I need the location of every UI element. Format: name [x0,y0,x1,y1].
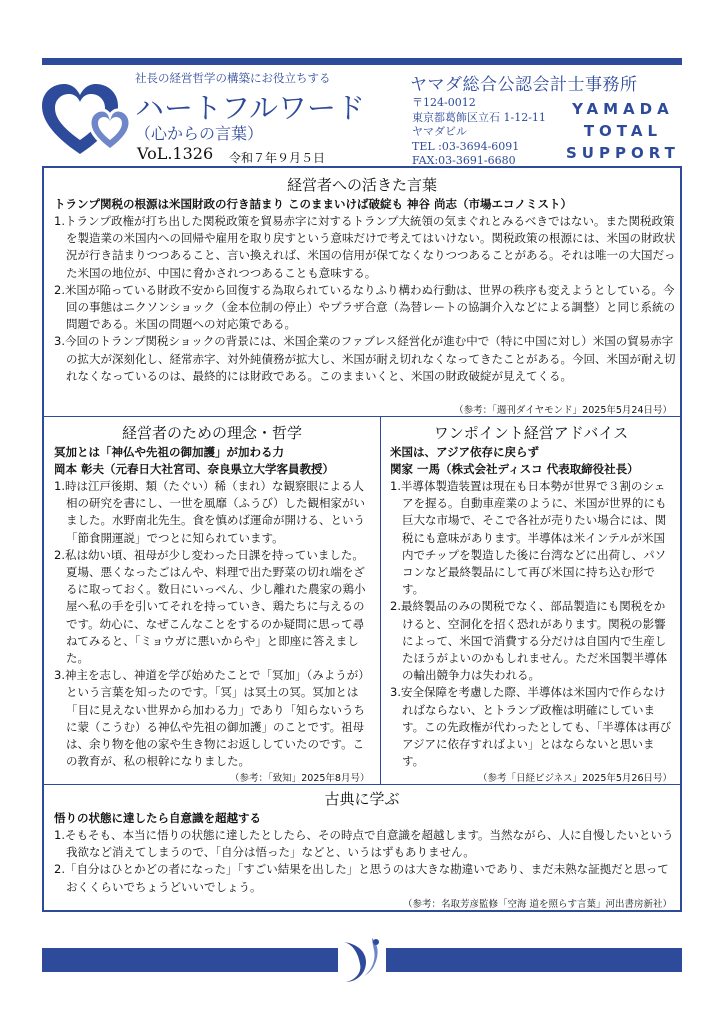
brand-line-3: SUPPORT [566,144,680,162]
section1-body [54,213,676,385]
address-street: 東京都葛飾区立石 1-12-11 [412,110,546,124]
section3-item: 1.半導体製造装置は現在も日本勢が世界で３割のシェアを握る。自動車産業のように、米国が世界的にも巨大な市場で、そこで各社が売りたい場合には、関税にも意味があります。半導体は米インテルが米国内でチップを製造した後に台湾などに出荷し、パソコンなど最終製品にして再び米国に持ち込む形です。 [390,479,667,597]
newsletter-title: ハートフルワード [135,91,365,125]
volume-number: VoL.1326 [137,144,214,163]
newsletter-subtitle: （心からの言葉） [135,124,264,143]
section3-body [390,478,674,770]
section3-item: 3.安全保障を考慮した際、半導体は米国内で作らなければならない、とトランプ政権は明確にしています。この先政権が代わったとしても、「半導体は再びアジアに依存すればよい」とはならないと思います。 [390,685,672,769]
section4-title: 古典に学ぶ [324,790,400,808]
heart-logo-icon [40,80,136,160]
section2-item: 2.私は幼い頃、祖母が少し変わった日課を持っていました。夏場、悪くなったごはんや、料理で出た野菜の切れ端をざるに取っておく。数日にいっぺん、少し離れた農家の鶏小屋へ私の手を引いてそれを持っていき、鶏たちに与えるのです。幼心に、なぜこんなことをするのか疑問に思って尋ねてみると、「ミョウガに悪いからや」と即座に答えました。 [54,547,366,666]
brand-block [566,98,680,164]
section4-body [54,827,676,896]
column-divider [380,416,381,784]
section1-item: 2.米国が陥っている財政不安から回復する為取られているなりふり構わぬ行動は、世界の秩序も変えようとしている。今回の事態はニクソンショック（金本位制の停止）やプラザ合意（為替レートの協調介入などによる調整）と同じ系統の問題である。米国の問題への対応策である。 [54,282,675,332]
section3-reference: （参考「日経ビジネス」2025年5月26日号） [477,773,672,784]
section2-item: 3.神主を志し、神道を学び始めたことで「冥加」（みようが）という言葉を知ったのです。「冥」は冥土の冥。冥加とは「目に見えない世界から加わる力」であり「知らないうちに蒙（こうむ）る神仏や先祖の御加護」のことです。祖母は、余り物を他の家や生き物にお返ししていたのです。この教育が、私の根幹になりました。 [54,668,370,769]
brand-line-2: TOTAL [583,122,663,140]
address-tel: TEL :03-3694-6091 [412,139,520,153]
section4-headline: 悟りの状態に達したら自意識を超越する [54,811,261,825]
bottom-bar-right [386,948,682,972]
section3-item: 2.最終製品のみの関税でなく、部品製造にも関税をかけると、空洞化を招く恐れがあります。関税の影響によって、米国で消費する分だけは自国内で生産したほうがよいのかもしれません。ただ米国製半導体の輸出競争力は失われる。 [390,599,668,683]
divider [44,416,680,417]
section1-headline: トランプ関税の根源は米国財政の行き詰まり このままいけば破綻も 神谷 尚志（市場エコノミスト） [54,197,573,211]
section2-item: 1.時は江戸後期、類（たぐい）稀（まれ）な観察眼による人相の研究を書にし、一世を風靡（ふうび）した観相家がいました。水野南北先生。食を慎めば運命が開ける、という「節食開運説」でつとに知られています。 [54,479,365,545]
section1-item: 1.トランプ政権が打ち出した関税政策を貿易赤字に対するトランプ大統領の気まぐれとみるべきではない。また関税政策を製造業の米国内への回帰や雇用を取り戻すという意味だけで考えてはいけない。関税政策の根源には、米国の財政状況が行き詰まりつつあること、言い換えれば、米国の信用が保てなくなりつつあることがある。それは唯一の大国だった米国の地位が、中国に脅かされつつあることも意味する。 [54,214,676,280]
section3-title: ワンポイント経営アドバイス [433,424,629,442]
address-fax: FAX:03-3691-6680 [412,154,516,167]
section1-reference: （参考：「週刊ダイヤモンド」2025年5月24日号） [454,405,672,416]
brand-line-1: YAMADA [572,100,674,118]
section2-headline: 冥加とは「神仏や先祖の御加護」が加わる力 [54,445,284,459]
firm-address [412,96,546,169]
section4-item: 1.そもそも、本当に悟りの状態に達したとしたら、その時点で自意識を超越します。当然ながら、人に自慢したいという我欲など消えてしまうので、「自分は悟った」などと、いうはずもありません。 [54,828,674,860]
address-postal: 〒124-0012 [412,96,476,109]
top-accent-bar [42,58,682,65]
section2-author: 岡本 彰夫（元春日大社宮司、奈良県立大学客員教授） [54,462,335,476]
section3-headline: 米国は、アジア依存に戻らず [390,445,540,459]
address-building: ヤマダビル [412,125,467,138]
section2-reference: （参考：「致知」2025年8月号） [230,773,370,784]
divider [44,784,680,785]
section2-body [54,478,374,770]
tagline: 社長の経営哲学の構築にお役立ちする [135,71,331,85]
section3-author: 関家 一馬（株式会社ディスコ 代表取締役社長） [390,462,639,476]
bottom-bar-left [42,948,338,972]
section4-item: 2.「自分はひとかどの者になった」「すごい結果を出した」と思うのは大きな勘違いであり、まだ未熟な証拠だと思っておくくらいでちょうどいいでしょう。 [54,862,669,894]
section1-title: 経営者への活きた言葉 [286,176,437,194]
firm-name: ヤマダ総合公認会計士事務所 [410,75,638,95]
content-frame [42,166,682,912]
section1-item: 3.今回のトランプ関税ショックの背景には、米国企業のファブレス経営化が進む中で（特に中国に対し）米国の貿易赤字の拡大が深刻化し、経常赤字、対外純債務が拡大し、米国が耐え切れなくなってきたことがある。今回、米国が耐え切れなくなっているのは、最終的には財政である。このままいくと、米国の財政破綻が見えてくる。 [54,334,676,383]
issue-date: 令和７年９月５日 [229,151,326,165]
section2-title: 経営者のための理念・哲学 [121,424,302,442]
swoosh-logo-icon [338,934,386,984]
section4-reference: （参考：名取芳彦監修「空海 道を照らす言葉」河出書房新社） [402,899,672,910]
